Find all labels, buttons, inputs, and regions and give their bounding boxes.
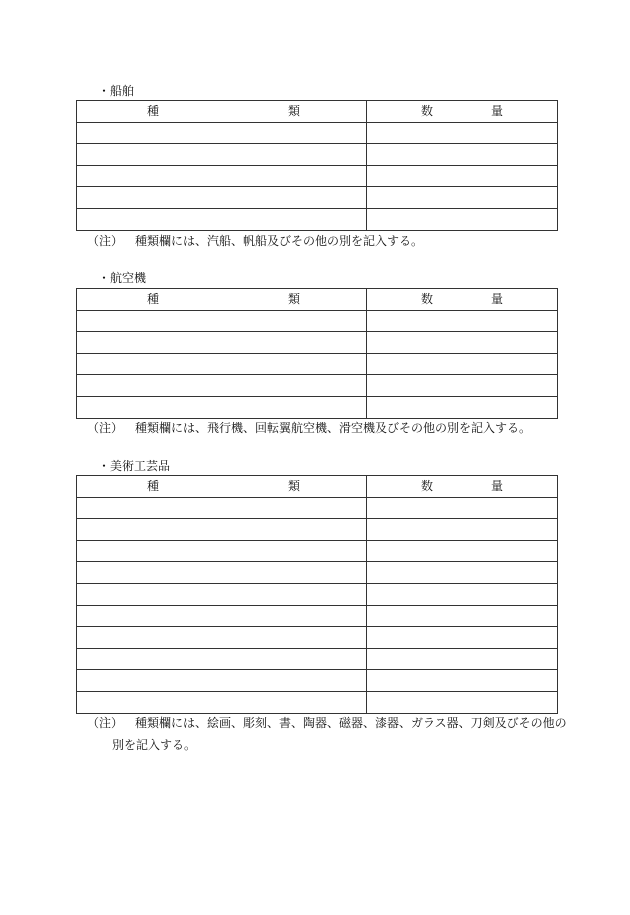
kind-cell[interactable] [77,648,367,670]
kind-header-char-2: 類 [287,479,300,494]
kind-cell[interactable] [77,605,367,627]
kind-cell[interactable] [77,583,367,605]
kind-cell[interactable] [77,627,367,649]
quantity-cell[interactable] [367,691,558,713]
quantity-cell[interactable] [367,648,558,670]
quantity-header-cell [367,476,558,498]
table-row [77,122,558,144]
quantity-header-char-2: 量 [490,104,503,119]
table-row [77,583,558,605]
note-text: 種類欄には、汽船、帆船及びその他の別を記入する。 [135,234,424,248]
table-header-row [77,101,558,123]
kind-cell[interactable] [77,540,367,562]
table-row [77,144,558,166]
kind-cell[interactable] [77,208,367,230]
aircraft-note [87,418,531,438]
note-text: 種類欄には、飛行機、回転翼航空機、滑空機及びその他の別を記入する。 [135,421,532,435]
kind-cell[interactable] [77,144,367,166]
table-row [77,627,558,649]
kind-header-char-1: 種 [147,292,160,307]
quantity-cell[interactable] [367,605,558,627]
quantity-cell[interactable] [367,562,558,584]
kind-cell[interactable] [77,497,367,519]
kind-header-cell [77,476,367,498]
kind-cell[interactable] [77,375,367,397]
quantity-header-char-2: 量 [490,479,503,494]
kind-header-char-2: 類 [287,292,300,307]
table-row [77,691,558,713]
table-row [77,497,558,519]
kind-cell[interactable] [77,396,367,418]
table-row [77,562,558,584]
artworks-note-continuation: 別を記入する。 [112,738,197,752]
kind-cell[interactable] [77,332,367,354]
artworks-note [87,713,567,733]
table-row [77,375,558,397]
table-row [77,519,558,541]
table-row [77,165,558,187]
kind-cell[interactable] [77,519,367,541]
quantity-cell[interactable] [367,375,558,397]
table-row [77,648,558,670]
table-row [77,670,558,692]
table-row [77,605,558,627]
note-mark: （注） [87,421,124,435]
quantity-cell[interactable] [367,497,558,519]
kind-header-cell [77,101,367,123]
table-row [77,310,558,332]
table-row [77,332,558,354]
quantity-header-char-1: 数 [421,479,434,494]
section-title-ships: ・船舶 [98,84,135,98]
quantity-cell[interactable] [367,540,558,562]
kind-cell[interactable] [77,187,367,209]
quantity-cell[interactable] [367,627,558,649]
table-row [77,187,558,209]
kind-cell[interactable] [77,310,367,332]
quantity-cell[interactable] [367,396,558,418]
quantity-header-cell [367,101,558,123]
table-row [77,353,558,375]
quantity-cell[interactable] [367,122,558,144]
note-mark: （注） [87,234,124,248]
quantity-cell[interactable] [367,332,558,354]
kind-cell[interactable] [77,353,367,375]
ships-note [87,231,423,251]
kind-header-cell [77,289,367,311]
note-mark: （注） [87,716,124,730]
artworks-table [76,475,558,714]
kind-header-char-1: 種 [147,104,160,119]
quantity-cell[interactable] [367,165,558,187]
kind-cell[interactable] [77,691,367,713]
kind-cell[interactable] [77,562,367,584]
table-header-row [77,476,558,498]
quantity-cell[interactable] [367,310,558,332]
note-text: 種類欄には、絵画、彫刻、書、陶器、磁器、漆器、ガラス器、刀剣及びその他の [135,716,567,730]
quantity-cell[interactable] [367,208,558,230]
section-title-artworks: ・美術工芸品 [98,459,171,473]
quantity-header-cell [367,289,558,311]
aircraft-table [76,288,558,419]
quantity-header-char-2: 量 [490,292,503,307]
table-header-row [77,289,558,311]
table-row [77,208,558,230]
ships-table [76,100,558,231]
quantity-cell[interactable] [367,583,558,605]
kind-cell[interactable] [77,670,367,692]
section-title-aircraft: ・航空機 [98,271,147,285]
kind-header-char-1: 種 [147,479,160,494]
table-row [77,540,558,562]
quantity-cell[interactable] [367,353,558,375]
quantity-cell[interactable] [367,187,558,209]
table-row [77,396,558,418]
quantity-header-char-1: 数 [421,292,434,307]
quantity-cell[interactable] [367,670,558,692]
quantity-cell[interactable] [367,519,558,541]
kind-cell[interactable] [77,122,367,144]
quantity-cell[interactable] [367,144,558,166]
kind-header-char-2: 類 [287,104,300,119]
kind-cell[interactable] [77,165,367,187]
quantity-header-char-1: 数 [421,104,434,119]
